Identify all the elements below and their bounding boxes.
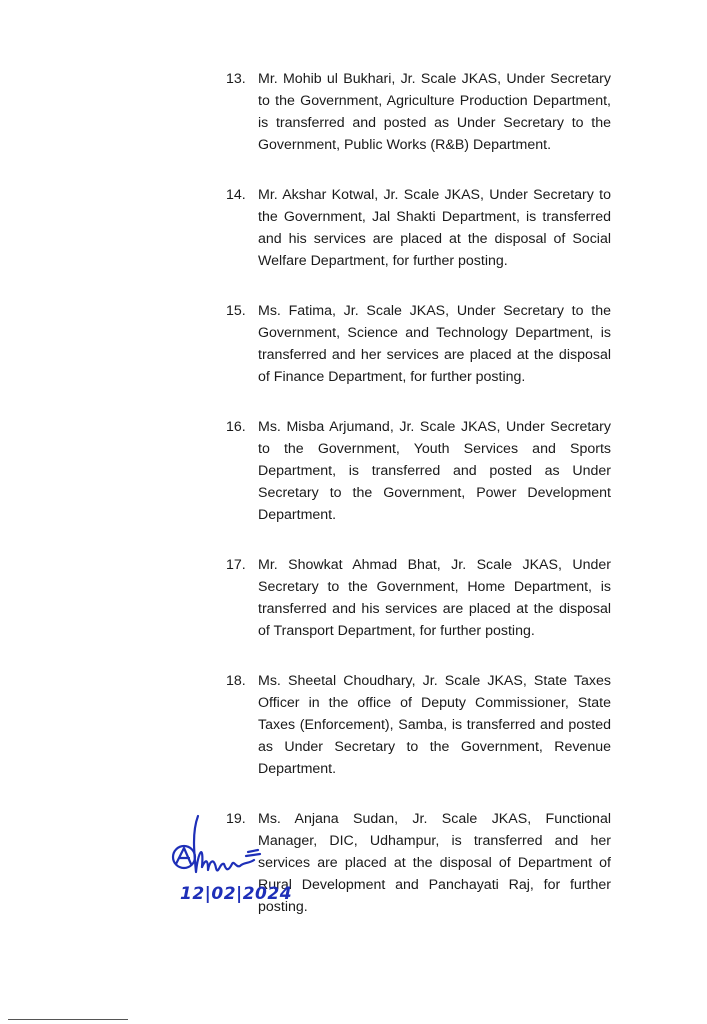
list-item (226, 68, 611, 156)
item-text: Ms. Anjana Sudan, Jr. Scale JKAS, Functional Manager, DIC, Udhampur, is transferred and her services are placed at the disposal of Department of Rural Development and Panchayati Raj, for further posting. (258, 811, 611, 915)
footer-divider (8, 1019, 128, 1020)
transfer-orders-list (226, 68, 611, 918)
spacer (226, 388, 611, 416)
item-number: 19. (226, 811, 246, 827)
list-item (226, 554, 611, 642)
list-item (226, 300, 611, 388)
item-number: 14. (226, 187, 246, 203)
spacer (226, 526, 611, 554)
item-text: Ms. Sheetal Choudhary, Jr. Scale JKAS, State Taxes Officer in the office of Deputy Commissioner, State Taxes (Enforcement), Samba, is transferred and posted as Under Secretary to the Government, Revenue Department. (258, 673, 611, 777)
list-item (226, 416, 611, 526)
spacer (226, 272, 611, 300)
item-text: Ms. Fatima, Jr. Scale JKAS, Under Secretary to the Government, Science and Technology Department, is transferred and her services are placed at the disposal of Finance Department, for further posting. (258, 303, 611, 385)
item-number: 18. (226, 673, 246, 689)
item-number: 16. (226, 419, 246, 435)
item-number: 15. (226, 303, 246, 319)
list-item (226, 670, 611, 780)
spacer (226, 642, 611, 670)
spacer (226, 156, 611, 184)
item-text: Mr. Mohib ul Bukhari, Jr. Scale JKAS, Under Secretary to the Government, Agriculture Production Department, is transferred and posted as Under Secretary to the Government, Public Works (R&B) Department. (258, 71, 611, 153)
item-number: 13. (226, 71, 246, 87)
item-text: Mr. Akshar Kotwal, Jr. Scale JKAS, Under Secretary to the Government, Jal Shakti Department, is transferred and his services are placed at the disposal of Social Welfare Department, for further posting. (258, 187, 611, 269)
item-text: Mr. Showkat Ahmad Bhat, Jr. Scale JKAS, Under Secretary to the Government, Home Department, is transferred and his services are placed at the disposal of Transport Department, for further posting. (258, 557, 611, 639)
list-item (226, 184, 611, 272)
item-text: Ms. Misba Arjumand, Jr. Scale JKAS, Under Secretary to the Government, Youth Services and Sports Department, is transferred and posted as Under Secretary to the Government, Power Development Department. (258, 419, 611, 523)
spacer (226, 780, 611, 808)
signature-date: 12|02|2024 (180, 884, 293, 904)
item-number: 17. (226, 557, 246, 573)
